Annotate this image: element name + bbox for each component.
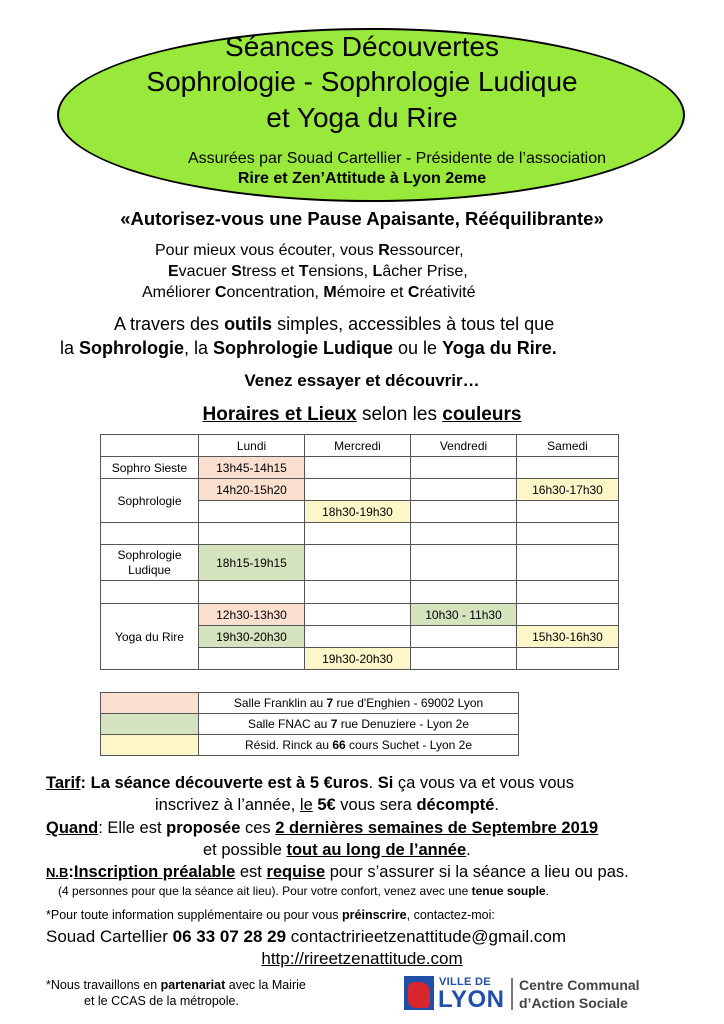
table-spacer-row [101,523,619,545]
contact-intro: *Pour toute information supplémentaire ou pour vous préinscrire, contactez-moi: [46,908,495,922]
legend-swatch-green [101,714,199,735]
time-slot: 18h15-19h15 [199,545,305,581]
empty-slot [411,545,517,581]
contact-name: Souad Cartellier [46,927,173,946]
legend-swatch-pink [101,693,199,714]
legend-row-franklin [101,693,519,714]
contact-line [46,926,566,947]
empty-slot [411,501,517,523]
title-line-3: et Yoga du Rire [266,102,458,133]
table-row [101,604,619,626]
tarif-line-2: inscrivez à l’année, le 5€ vous sera décompté. [155,796,499,814]
empty-slot [305,626,411,648]
logo-ville-de: VILLE DE [439,976,491,988]
nb-line: N.B:Inscription préalable est requise pour s’assurer si la séance a lieu ou pas. [46,863,629,881]
contact-phone[interactable]: 06 33 07 28 29 [172,927,287,946]
invite-text: Venez essayer et découvrir… [244,371,480,390]
schedule-table [100,434,619,670]
time-slot: 18h30-19h30 [305,501,411,523]
time-slot: 10h30 - 11h30 [411,604,517,626]
empty-slot [517,648,619,670]
empty-slot [305,457,411,479]
legend-row-rinck [101,735,519,756]
table-row [101,545,619,581]
time-slot: 15h30-16h30 [517,626,619,648]
table-spacer-row [101,581,619,604]
association-name: Rire et Zen’Attitude à Lyon 2eme [237,170,487,187]
time-slot: 19h30-20h30 [199,626,305,648]
empty-slot [517,604,619,626]
header-day: Mercredi [305,435,411,457]
partnership-line-2: et le CCAS de la métropole. [84,994,239,1008]
empty-slot [411,523,517,545]
quand-line-1: Quand: Elle est proposée ces 2 dernières semaines de Septembre 2019 [46,819,599,837]
empty-slot [411,581,517,604]
time-slot: 13h45-14h15 [199,457,305,479]
legend-row-fnac [101,714,519,735]
empty-slot [305,604,411,626]
legend-label: Résid. Rinck au 66 cours Suchet - Lyon 2e [199,735,519,756]
time-slot: 16h30-17h30 [517,479,619,501]
empty-slot [517,457,619,479]
logo-ccas-line-1: Centre Communal [519,977,640,993]
empty-slot [305,581,411,604]
empty-slot [517,581,619,604]
website-link-wrap [0,948,724,969]
title-line-2: Sophrologie - Sophrologie Ludique [146,66,578,97]
logo-divider [511,978,513,1010]
tagline: «Autorisez-vous une Pause Apaisante, Rééquilibrante» [120,208,604,229]
empty-slot [199,501,305,523]
empty-slot [305,545,411,581]
benefits-line-3: Améliorer Concentration, Mémoire et Créativité [142,284,476,301]
benefits-line-2: Evacuer Stress et Tensions, Lâcher Prise, [168,263,468,280]
table-row [101,479,619,501]
title-subtitle: Assurées par Souad Cartellier - Présidente de l’association [188,150,606,167]
lion-emblem-icon [404,976,434,1010]
empty-slot [199,523,305,545]
time-slot: 14h20-15h20 [199,479,305,501]
website-link[interactable]: http://rireetzenattitude.com [261,949,463,968]
ville-de-lyon-ccas-logo [404,974,658,1014]
header-day: Lundi [199,435,305,457]
empty-slot [199,648,305,670]
benefits-line-1: Pour mieux vous écouter, vous Ressourcer, [155,242,464,259]
empty-slot [411,479,517,501]
empty-slot [305,523,411,545]
partnership-line-1: *Nous travaillons en partenariat avec la Mairie [46,978,306,992]
legend-label: Salle Franklin au 7 rue d'Enghien - 69002 Lyon [199,693,519,714]
time-slot: 19h30-20h30 [305,648,411,670]
title-line-1: Séances Découvertes [225,31,499,62]
benefits-line-5: la Sophrologie, la Sophrologie Ludique ou le Yoga du Rire. [60,338,557,358]
empty-slot [411,626,517,648]
nb-detail: (4 personnes pour que la séance ait lieu). Pour votre confort, venez avec une tenue souple. [58,884,549,898]
activity-label: Sophrologie [101,479,199,523]
empty-slot [517,545,619,581]
empty-slot [305,479,411,501]
activity-label: Yoga du Rire [101,604,199,670]
empty-slot [517,501,619,523]
time-slot: 12h30-13h30 [199,604,305,626]
activity-label: Sophrologie Ludique [101,545,199,581]
empty-slot [411,457,517,479]
header-day: Samedi [517,435,619,457]
empty-slot [411,648,517,670]
table-header-row [101,435,619,457]
empty-slot [101,581,199,604]
logo-lyon: LYON [438,986,505,1013]
legend-swatch-yellow [101,735,199,756]
tarif-line-1: Tarif: La séance découverte est à 5 €uros. Si ça vous va et vous vous [46,774,574,792]
schedule-heading: Horaires et Lieux selon les couleurs [202,404,522,425]
legend-label: Salle FNAC au 7 rue Denuziere - Lyon 2e [199,714,519,735]
contact-email[interactable]: contactririeetzenattitude@gmail.com [286,927,567,946]
header-empty-cell [101,435,199,457]
quand-line-2: et possible tout au long de l’année. [203,841,471,859]
activity-label: Sophro Sieste [101,457,199,479]
empty-slot [199,581,305,604]
location-legend [100,692,519,756]
empty-slot [101,523,199,545]
table-row [101,457,619,479]
logo-ccas-line-2: d’Action Sociale [519,995,628,1011]
header-day: Vendredi [411,435,517,457]
empty-slot [517,523,619,545]
benefits-line-4: A travers des outils simples, accessibles à tous tel que [114,314,555,334]
